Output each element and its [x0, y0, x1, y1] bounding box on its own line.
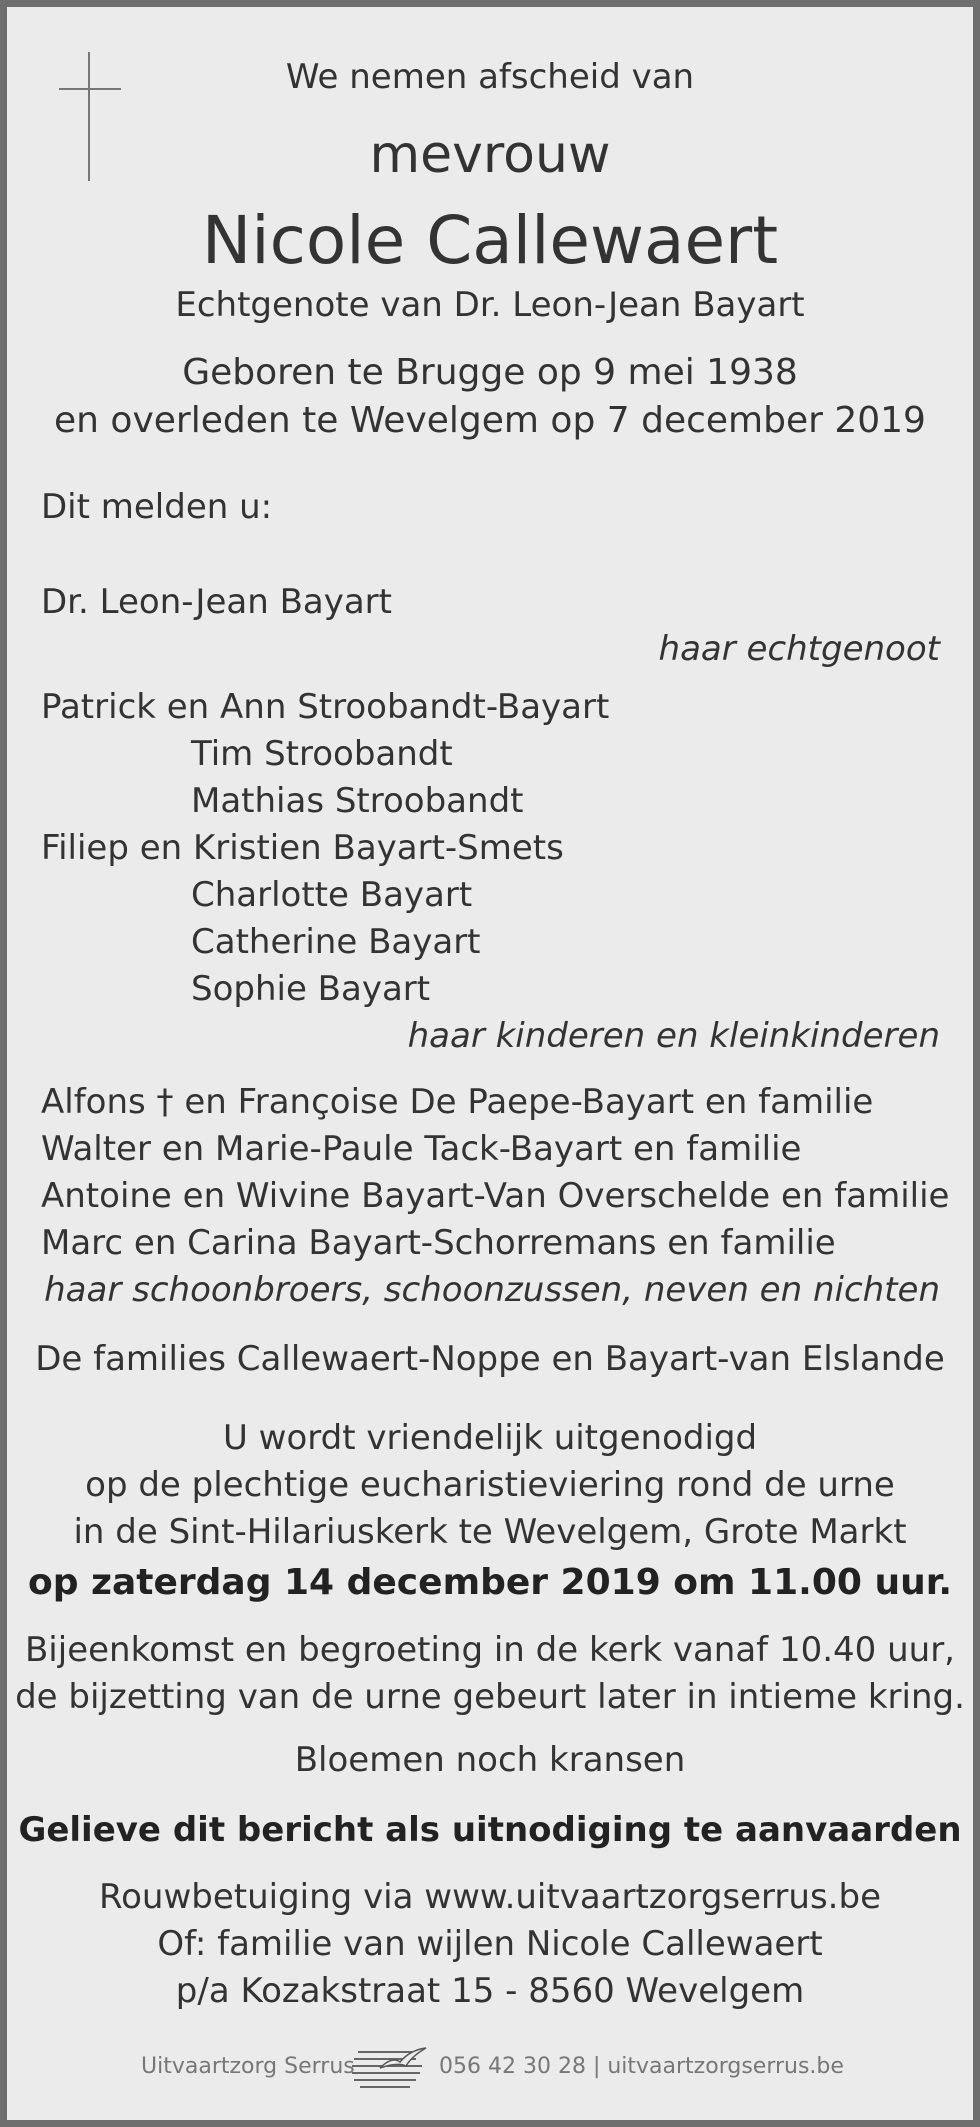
husband-role: haar echtgenoot: [658, 629, 940, 669]
intro-text: We nemen afscheid van: [285, 57, 695, 97]
title-text: mevrouw: [369, 125, 611, 185]
grandchild-line: Mathias Stroobandt: [191, 781, 524, 821]
meeting-line: Bijeenkomst en begroeting in de kerk vanaf 10.40 uur,: [24, 1630, 955, 1670]
husband-name: Dr. Leon-Jean Bayart: [41, 582, 392, 622]
grandchild-line: Charlotte Bayart: [191, 875, 473, 915]
children-role: haar kinderen en kleinkinderen: [407, 1016, 940, 1056]
inlaw-line: Alfons † en Françoise De Paepe-Bayart en familie: [41, 1082, 874, 1122]
grandchild-line: Sophie Bayart: [191, 969, 431, 1009]
grandchild-line: Tim Stroobandt: [191, 734, 453, 774]
invite-date: op zaterdag 14 december 2019 om 11.00 uur.: [27, 1562, 953, 1603]
child-line: Filiep en Kristien Bayart-Smets: [41, 828, 564, 868]
seagull-logo-icon: [350, 2044, 430, 2092]
invite-line: op de plechtige eucharistieviering rond de urne: [85, 1465, 895, 1505]
deceased-name: Nicole Callewaert: [201, 202, 779, 279]
families-line: De families Callewaert-Noppe en Bayart-van Elslande: [35, 1339, 945, 1379]
spouse-line: Echtgenote van Dr. Leon-Jean Bayart: [175, 285, 805, 325]
obituary-card: [7, 7, 973, 2120]
condolence-line: Of: familie van wijlen Nicole Callewaert: [157, 1924, 823, 1964]
grandchild-line: Catherine Bayart: [191, 922, 481, 962]
child-line: Patrick en Ann Stroobandt-Bayart: [41, 687, 610, 727]
meeting-line: de bijzetting van de urne gebeurt later in intieme kring.: [15, 1677, 965, 1717]
inlaw-line: Marc en Carina Bayart-Schorremans en familie: [41, 1223, 836, 1263]
condolence-line: Rouwbetuiging via www.uitvaartzorgserrus.be: [99, 1877, 881, 1917]
flowers-line: Bloemen noch kransen: [294, 1740, 686, 1780]
invite-line: U wordt vriendelijk uitgenodigd: [222, 1418, 758, 1458]
inlaws-role: haar schoonbroers, schoonzussen, neven en nichten: [44, 1270, 940, 1310]
footer: [7, 2044, 973, 2094]
announce-text: Dit melden u:: [41, 487, 273, 527]
inlaw-line: Walter en Marie-Paule Tack-Bayart en familie: [41, 1129, 802, 1169]
birth-line: Geboren te Brugge op 9 mei 1938: [182, 352, 798, 393]
contact-info: 056 42 30 28 | uitvaartzorgserrus.be: [439, 2054, 844, 2079]
company-name: Uitvaartzorg Serrus: [141, 2054, 355, 2079]
death-line: en overleden te Wevelgem op 7 december 2019: [54, 400, 926, 441]
inlaw-line: Antoine en Wivine Bayart-Van Overschelde en familie: [41, 1176, 950, 1216]
notice-line: Gelieve dit bericht als uitnodiging te aanvaarden: [18, 1810, 962, 1850]
invite-line: in de Sint-Hilariuskerk te Wevelgem, Grote Markt: [73, 1512, 907, 1552]
condolence-line: p/a Kozakstraat 15 - 8560 Wevelgem: [175, 1971, 805, 2011]
